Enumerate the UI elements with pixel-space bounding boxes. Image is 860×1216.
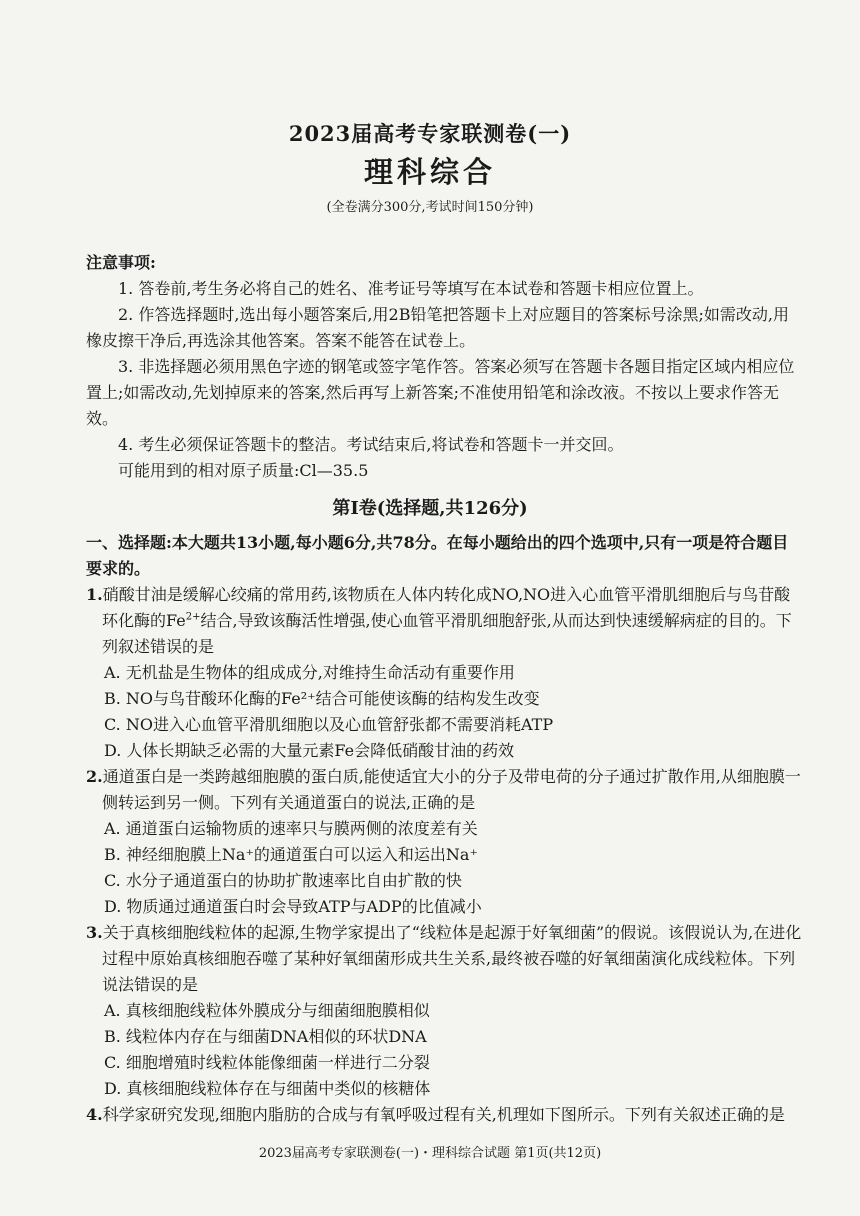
question-1 xyxy=(86,582,802,660)
question-4 xyxy=(86,1102,802,1128)
atomic-mass-note: 可能用到的相对原子质量:Cl—35.5 xyxy=(118,461,369,480)
question-1-option-d: D. 人体长期缺乏必需的大量元素Fe会降低硝酸甘油的药效 xyxy=(104,741,515,760)
question-3-number: 3. xyxy=(86,923,103,942)
question-4-number: 4. xyxy=(86,1105,103,1124)
exam-title: 2023届高考专家联测卷(一) xyxy=(288,121,572,146)
question-3-option-b: B. 线粒体内存在与细菌DNA相似的环状DNA xyxy=(104,1027,427,1046)
question-1-option-a: A. 无机盐是生物体的组成成分,对维持生命活动有重要作用 xyxy=(104,663,515,682)
question-1-stem-part-b: 结合,导致该酶活性增强,使心血管平滑肌细胞舒张,从而达到快速缓解病症的目的。下列叙述错误的是 xyxy=(102,611,792,656)
question-1-stem xyxy=(86,582,802,660)
question-2-option-c: C. 水分子通道蛋白的协助扩散速率比自由扩散的快 xyxy=(104,871,462,890)
question-2-option-b: B. 神经细胞膜上Na⁺的通道蛋白可以运入和运出Na⁺ xyxy=(104,845,478,864)
question-2 xyxy=(86,764,802,816)
page-footer: 2023届高考专家联测卷(一)・理科综合试题 第1页(共12页) xyxy=(258,1146,602,1161)
question-3-option-c: C. 细胞增殖时线粒体能像细菌一样进行二分裂 xyxy=(104,1053,430,1072)
note-item-2: 2. 作答选择题时,选出每小题答案后,用2B铅笔把答题卡上对应题目的答案标号涂黑;如需改动,用橡皮擦干净后,再选涂其他答案。答案不能答在试卷上。 xyxy=(86,305,789,350)
notes-heading: 注意事项: xyxy=(86,253,156,272)
exam-subtitle: (全卷满分300分,考试时间150分钟) xyxy=(326,200,534,215)
question-4-stem-text: 科学家研究发现,细胞内脂肪的合成与有氧呼吸过程有关,机理如下图所示。下列有关叙述正确的是 xyxy=(102,1105,785,1124)
question-1-option-b: B. NO与鸟苷酸环化酶的Fe²⁺结合可能使该酶的结构发生改变 xyxy=(104,689,540,708)
question-3-option-d: D. 真核细胞线粒体存在与细菌中类似的核糖体 xyxy=(104,1079,431,1098)
question-2-option-a: A. 通道蛋白运输物质的速率只与膜两侧的浓度差有关 xyxy=(104,819,478,838)
section-title: 第Ⅰ卷(选择题,共126分) xyxy=(332,498,528,519)
question-2-number: 2. xyxy=(86,767,103,786)
question-1-stem-part-a: 硝酸甘油是缓解心绞痛的常用药,该物质在人体内转化成NO,NO进入心血管平滑肌细胞后与鸟苷酸环化酶的Fe xyxy=(102,585,791,630)
question-2-stem-text: 通道蛋白是一类跨越细胞膜的蛋白质,能使适宜大小的分子及带电荷的分子通过扩散作用,从细胞膜一侧转运到另一侧。下列有关通道蛋白的说法,正确的是 xyxy=(102,767,801,812)
section-instructions: 一、选择题:本大题共13小题,每小题6分,共78分。在每小题给出的四个选项中,只有一项是符合题目要求的。 xyxy=(86,533,789,578)
question-1-number: 1. xyxy=(86,585,103,604)
note-item-4: 4. 考生必须保证答题卡的整洁。考试结束后,将试卷和答题卡一并交回。 xyxy=(118,435,624,454)
note-item-3: 3. 非选择题必须用黑色字迹的钢笔或签字笔作答。答案必须写在答题卡各题目指定区域内相应位置上;如需改动,先划掉原来的答案,然后再写上新答案;不准使用铅笔和涂改液。不按以上要求作答无效。 xyxy=(86,357,795,428)
question-2-stem xyxy=(86,764,802,816)
question-4-stem xyxy=(86,1102,802,1128)
question-3 xyxy=(86,920,802,998)
question-2-option-d: D. 物质通过通道蛋白时会导致ATP与ADP的比值减小 xyxy=(104,897,482,916)
subject-title: 理科综合 xyxy=(363,155,496,189)
question-1-stem-sup: 2+ xyxy=(185,611,201,623)
question-3-option-a: A. 真核细胞线粒体外膜成分与细菌细胞膜相似 xyxy=(104,1001,430,1020)
question-1-option-c: C. NO进入心血管平滑肌细胞以及心血管舒张都不需要消耗ATP xyxy=(104,715,554,734)
question-3-stem xyxy=(86,920,802,998)
note-item-1: 1. 答卷前,考生务必将自己的姓名、准考证号等填写在本试卷和答题卡相应位置上。 xyxy=(118,279,704,298)
question-3-stem-text: 关于真核细胞线粒体的起源,生物学家提出了“线粒体是起源于好氧细菌”的假说。该假说认为,在进化过程中原始真核细胞吞噬了某种好氧细菌形成共生关系,最终被吞噬的好氧细菌演化成线粒体。下列说法错误的是 xyxy=(102,923,802,994)
